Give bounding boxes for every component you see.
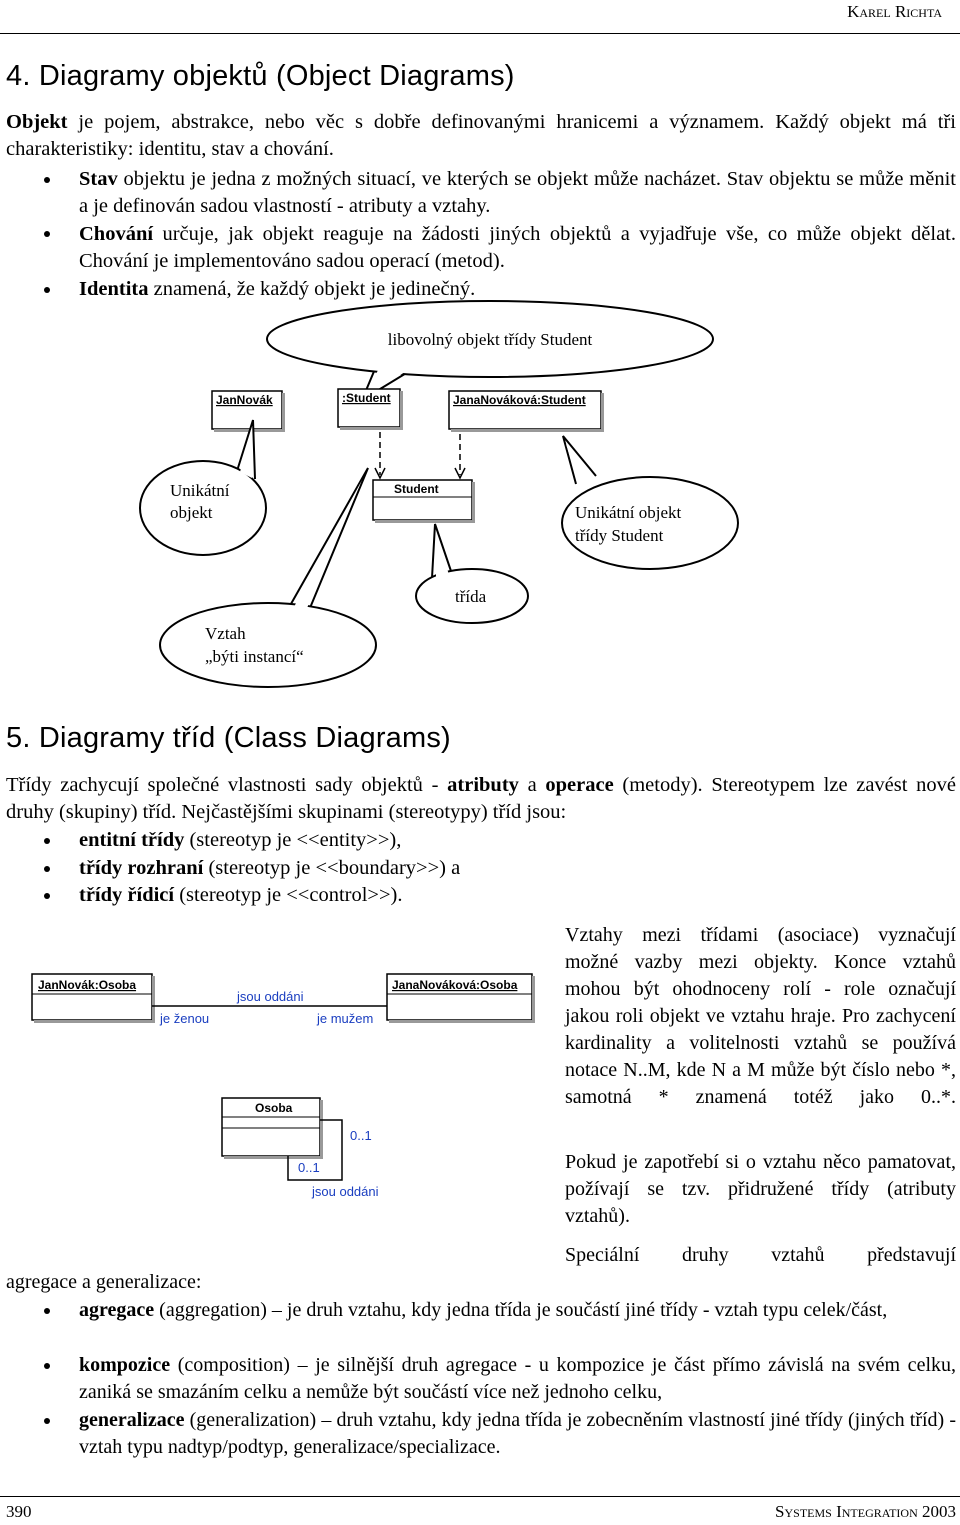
desc-chovani: určuje, jak objekt reaguje na žádosti jiných objektů a vyjadřuje vše, co může objekt dělat. Chování je implementováno sadou operací (metod). <box>79 223 956 272</box>
author-first-name: Karel <box>847 2 891 21</box>
bullet-dot <box>44 287 50 293</box>
object-box-jannovak <box>212 391 285 432</box>
conference-name <box>775 1502 956 1522</box>
term-generalizace: generalizace <box>79 1409 185 1431</box>
footer-rule <box>0 1496 960 1497</box>
bullet-dot <box>44 1363 50 1369</box>
multiplicity-right: 0..1 <box>350 1128 372 1143</box>
callout-unique-object-line1: Unikátní <box>170 481 230 500</box>
intro5-a: Třídy zachycují společné vlastnosti sady objektů - <box>6 774 448 796</box>
class-box-student-label: Student <box>394 482 439 496</box>
list-item-boundary <box>79 855 956 882</box>
intro5-d: (metody). Stereotypem lze zavést nové druhy (skupiny) tříd. Nejčastějšími skupinami (stereotypy) tříd jsou: <box>6 774 957 823</box>
callout-unique-student-line1: Unikátní objekt <box>575 503 682 522</box>
object-box-jannovak-osoba-label: JanNovák:Osoba <box>38 978 137 992</box>
callout-unique-student-line2: třídy Student <box>575 526 664 545</box>
callout-unique-student <box>562 436 738 569</box>
term-control: třídy řídicí <box>79 884 175 906</box>
desc-kompozice: (composition) – je silnější druh agregace - u kompozice je část přímo závislá na svém celku, zaniká se smazáním celku a nemůže být součástí více než jednoho celku, <box>79 1354 956 1403</box>
list-item-entity <box>79 827 956 854</box>
bullet-dot <box>44 177 50 183</box>
class-box-osoba-label: Osoba <box>255 1101 293 1115</box>
desc-agregace: (aggregation) – je druh vztahu, kdy jedna třída je součástí jiné třídy - vztah typu celek/část, <box>154 1299 888 1321</box>
section-5-title: 5. Diagramy tříd (Class Diagrams) <box>6 722 451 754</box>
author-last-name: Richta <box>894 2 942 21</box>
callout-any-object-text: libovolný objekt třídy Student <box>387 330 593 349</box>
callout-unique-object-line2: objekt <box>170 503 213 522</box>
association-label-bottom: jsou oddáni <box>312 1184 379 1199</box>
term-boundary: třídy rozhraní <box>79 857 204 879</box>
term-agregace: agregace <box>79 1299 155 1321</box>
object-box-anonymous-label: :Student <box>342 391 391 405</box>
object-box-jananovakova-osoba <box>387 974 535 1023</box>
class-association-diagram <box>0 960 560 1210</box>
desc-control: (stereotyp je <<control>>). <box>174 884 403 906</box>
callout-class-text: třída <box>455 587 487 606</box>
term-entity: entitní třídy <box>79 829 185 851</box>
list-item-identita <box>79 276 956 303</box>
bullet-dot <box>44 1418 50 1424</box>
page-number: 390 <box>6 1502 32 1521</box>
callout-class <box>416 524 528 623</box>
list-item-kompozice <box>79 1352 956 1406</box>
term-chovani: Chování <box>79 223 154 245</box>
callout-any-object <box>267 301 713 400</box>
desc-stav: objektu je jedna z možných situací, ve kterých se objekt může nacházet. Stav objektu se může měnit a je definován sadou vlastností - atributy a vztahy. <box>79 168 956 217</box>
desc-generalizace: (generalization) – druh vztahu, kdy jedna třída je zobecněním vlastností jiné třídy (jiných tříd) - vztah typu nadtyp/podtyp, generalizace/specializace. <box>79 1409 956 1458</box>
special-relations-text: Speciální druhy vztahů představují <box>565 1244 956 1266</box>
section-4-title: 4. Diagramy objektů (Object Diagrams) <box>6 60 515 92</box>
term-operace: operace <box>545 774 614 796</box>
intro-text: je pojem, abstrakce, nebo věc s dobře definovanými hranicemi a významem. Každý objekt má tři charakteristiky: identitu, stav a chování. <box>6 111 956 160</box>
association-class-text: Pokud je zapotřebí si o vztahu něco pamatovat, požívají se tzv. přidružené třídy (atributy vztahů). <box>565 1151 956 1227</box>
object-diagram <box>0 300 960 700</box>
desc-identita: znamená, že každý objekt je jedinečný. <box>148 278 476 300</box>
bullet-dot <box>44 1308 50 1314</box>
class-box-osoba <box>222 1098 323 1159</box>
object-box-jannovak-osoba <box>32 974 155 1023</box>
section-5-intro <box>6 772 956 826</box>
instance-of-arrows <box>375 432 465 478</box>
conference-name-a: Systems <box>775 1502 832 1521</box>
callout-relation-line1: Vztah <box>205 624 246 643</box>
association-text: Vztahy mezi třídami (asociace) vyznačují možné vazby mezi objekty. Konce vztahů mohou být ohodnoceny rolí - role označují jakou roli objekt ve vztahu hraje. Pro zachycení kardinality a volitelnosti vztahů se používá notace N..M, kde N a M může být číslo nebo *, samotná * znamená totéž jako 0..*. <box>565 924 956 1108</box>
term-kompozice: kompozice <box>79 1354 171 1376</box>
link-label-top: jsou oddáni <box>237 989 304 1004</box>
term-identita: Identita <box>79 278 149 300</box>
intro-term: Objekt <box>6 111 68 133</box>
object-box-jananovakova <box>449 391 604 432</box>
running-header <box>847 2 942 22</box>
object-box-jannovak-label: JanNovák <box>216 393 273 407</box>
section-4-intro <box>6 109 956 163</box>
multiplicity-left: 0..1 <box>298 1160 320 1175</box>
list-item-agregace <box>79 1297 956 1324</box>
list-item-stav <box>79 166 956 220</box>
term-stav: Stav <box>79 168 118 190</box>
bullet-dot <box>44 838 50 844</box>
list-item-control <box>79 882 956 909</box>
list-item-generalizace <box>79 1407 956 1461</box>
conference-name-b: Integration 2003 <box>836 1502 956 1521</box>
list-item-chovani <box>79 221 956 275</box>
special-relations-continued: agregace a generalizace: <box>6 1271 202 1293</box>
callout-unique-object <box>140 420 266 555</box>
header-rule <box>0 33 960 34</box>
callout-relation-line2: „býti instancí“ <box>205 647 304 666</box>
desc-boundary: (stereotyp je <<boundary>>) a <box>203 857 461 879</box>
object-box-jananovakova-label: JanaNováková:Student <box>453 393 586 407</box>
desc-entity: (stereotyp je <<entity>>), <box>184 829 402 851</box>
bullet-dot <box>44 866 50 872</box>
link-label-right: je mužem <box>317 1011 374 1026</box>
class-box-student <box>373 480 475 523</box>
bullet-dot <box>44 231 50 237</box>
intro5-c: a <box>518 774 546 796</box>
bullet-dot <box>44 893 50 899</box>
link-label-left: je ženou <box>160 1011 210 1026</box>
object-box-jananovakova-osoba-label: JanaNováková:Osoba <box>392 978 518 992</box>
object-box-anonymous-student <box>338 389 403 430</box>
term-atributy: atributy <box>447 774 519 796</box>
